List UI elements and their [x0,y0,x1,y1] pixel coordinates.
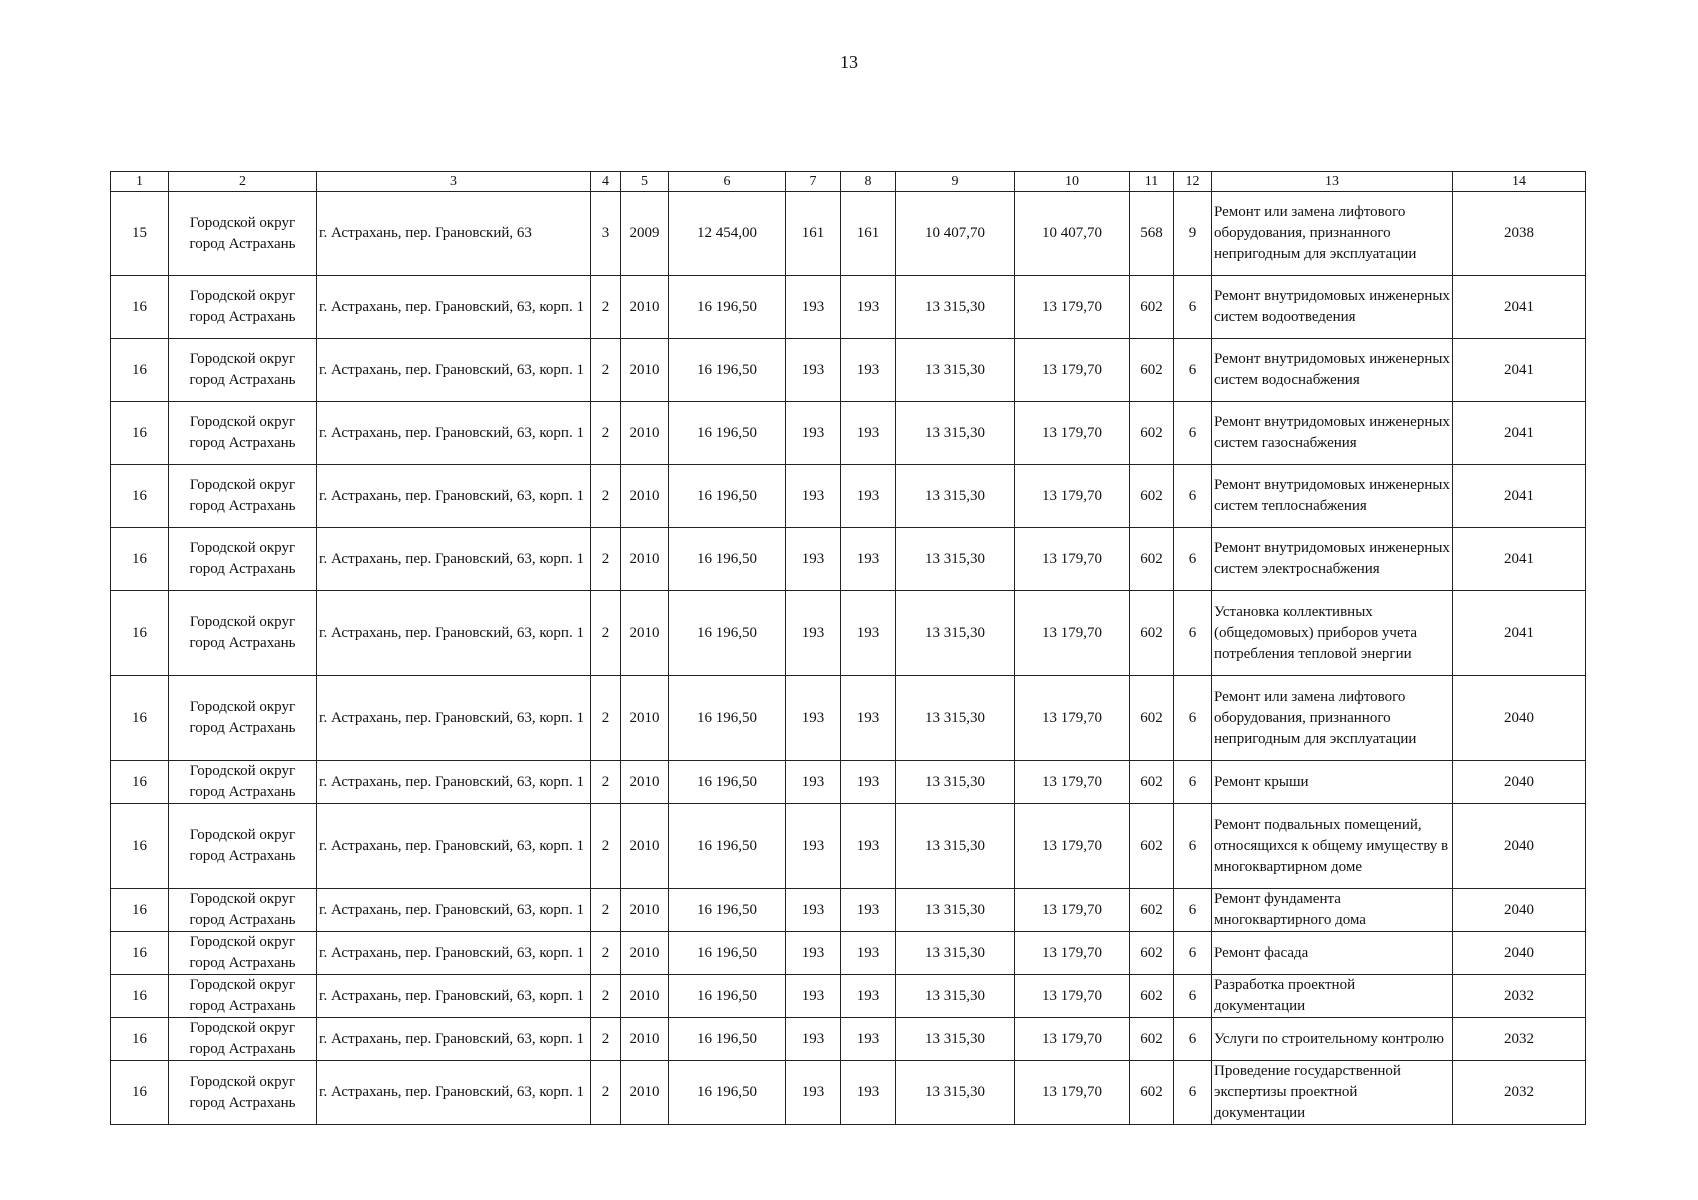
area-cell: 13 179,70 [1015,975,1130,1018]
column-header: 13 [1212,172,1453,192]
area-cell: 13 315,30 [896,465,1015,528]
planned-year-cell: 2041 [1453,528,1586,591]
residents-cell: 602 [1130,528,1174,591]
value-cell: 193 [841,676,896,761]
planned-year-cell: 2041 [1453,591,1586,676]
work-type-cell: Ремонт внутридомовых инженерных систем электроснабжения [1212,528,1453,591]
value-cell: 6 [1174,402,1212,465]
value-cell: 193 [841,276,896,339]
floors-cell: 2 [591,975,621,1018]
planned-year-cell: 2038 [1453,192,1586,276]
planned-year-cell: 2041 [1453,339,1586,402]
value-cell: 193 [841,975,896,1018]
value-cell: 6 [1174,676,1212,761]
residents-cell: 602 [1130,889,1174,932]
value-cell: 193 [841,761,896,804]
residents-cell: 602 [1130,804,1174,889]
total-area-cell: 16 196,50 [669,339,786,402]
table-row [111,932,1586,975]
floors-cell: 2 [591,1061,621,1125]
floors-cell: 2 [591,889,621,932]
floors-cell: 3 [591,192,621,276]
municipality-cell: Городской округ город Астрахань [169,276,317,339]
value-cell: 193 [786,1018,841,1061]
table-row [111,975,1586,1018]
value-cell: 193 [786,889,841,932]
address-cell: г. Астрахань, пер. Грановский, 63, корп. 1 [317,339,591,402]
commission-year-cell: 2010 [621,591,669,676]
table-row [111,889,1586,932]
work-type-cell: Ремонт внутридомовых инженерных систем теплоснабжения [1212,465,1453,528]
commission-year-cell: 2010 [621,465,669,528]
planned-year-cell: 2041 [1453,402,1586,465]
floors-cell: 2 [591,402,621,465]
area-cell: 13 179,70 [1015,761,1130,804]
floors-cell: 2 [591,804,621,889]
work-type-cell: Ремонт фундамента многоквартирного дома [1212,889,1453,932]
municipality-cell: Городской округ город Астрахань [169,402,317,465]
row-number-cell: 16 [111,761,169,804]
work-type-cell: Установка коллективных (общедомовых) приборов учета потребления тепловой энергии [1212,591,1453,676]
area-cell: 13 179,70 [1015,528,1130,591]
planned-year-cell: 2040 [1453,932,1586,975]
value-cell: 9 [1174,192,1212,276]
planned-year-cell: 2040 [1453,761,1586,804]
residents-cell: 602 [1130,339,1174,402]
value-cell: 6 [1174,528,1212,591]
commission-year-cell: 2010 [621,804,669,889]
area-cell: 13 315,30 [896,402,1015,465]
total-area-cell: 16 196,50 [669,276,786,339]
area-cell: 13 179,70 [1015,804,1130,889]
address-cell: г. Астрахань, пер. Грановский, 63, корп. 1 [317,804,591,889]
municipality-cell: Городской округ город Астрахань [169,975,317,1018]
floors-cell: 2 [591,528,621,591]
value-cell: 193 [786,804,841,889]
total-area-cell: 16 196,50 [669,591,786,676]
value-cell: 193 [786,528,841,591]
total-area-cell: 16 196,50 [669,889,786,932]
column-header: 3 [317,172,591,192]
work-type-cell: Ремонт или замена лифтового оборудования, признанного непригодным для эксплуатации [1212,676,1453,761]
commission-year-cell: 2010 [621,1061,669,1125]
area-cell: 10 407,70 [1015,192,1130,276]
row-number-cell: 16 [111,676,169,761]
total-area-cell: 16 196,50 [669,1061,786,1125]
table-row [111,761,1586,804]
planned-year-cell: 2041 [1453,465,1586,528]
total-area-cell: 16 196,50 [669,761,786,804]
address-cell: г. Астрахань, пер. Грановский, 63, корп. 1 [317,402,591,465]
area-cell: 13 315,30 [896,804,1015,889]
table-row [111,804,1586,889]
total-area-cell: 16 196,50 [669,804,786,889]
value-cell: 6 [1174,591,1212,676]
value-cell: 193 [841,402,896,465]
value-cell: 193 [841,1018,896,1061]
value-cell: 193 [786,932,841,975]
address-cell: г. Астрахань, пер. Грановский, 63, корп. 1 [317,276,591,339]
row-number-cell: 16 [111,889,169,932]
municipality-cell: Городской округ город Астрахань [169,932,317,975]
municipality-cell: Городской округ город Астрахань [169,339,317,402]
total-area-cell: 16 196,50 [669,402,786,465]
residents-cell: 602 [1130,932,1174,975]
area-cell: 13 179,70 [1015,276,1130,339]
planned-year-cell: 2032 [1453,975,1586,1018]
work-type-cell: Ремонт или замена лифтового оборудования, признанного непригодным для эксплуатации [1212,192,1453,276]
total-area-cell: 16 196,50 [669,975,786,1018]
commission-year-cell: 2010 [621,932,669,975]
row-number-cell: 16 [111,591,169,676]
column-header: 6 [669,172,786,192]
value-cell: 193 [786,1061,841,1125]
table-row [111,276,1586,339]
residents-cell: 602 [1130,276,1174,339]
header-row [111,172,1586,192]
table-row [111,676,1586,761]
value-cell: 6 [1174,889,1212,932]
table-row [111,528,1586,591]
commission-year-cell: 2010 [621,889,669,932]
value-cell: 193 [786,465,841,528]
municipality-cell: Городской округ город Астрахань [169,1018,317,1061]
planned-year-cell: 2032 [1453,1018,1586,1061]
column-header: 8 [841,172,896,192]
commission-year-cell: 2010 [621,1018,669,1061]
capital-repair-table [110,171,1586,1125]
value-cell: 193 [841,1061,896,1125]
planned-year-cell: 2041 [1453,276,1586,339]
address-cell: г. Астрахань, пер. Грановский, 63, корп. 1 [317,1061,591,1125]
column-header: 1 [111,172,169,192]
table-row [111,465,1586,528]
value-cell: 193 [841,591,896,676]
work-type-cell: Ремонт внутридомовых инженерных систем газоснабжения [1212,402,1453,465]
residents-cell: 602 [1130,465,1174,528]
residents-cell: 602 [1130,1061,1174,1125]
area-cell: 13 315,30 [896,1061,1015,1125]
commission-year-cell: 2009 [621,192,669,276]
address-cell: г. Астрахань, пер. Грановский, 63, корп. 1 [317,528,591,591]
page-number: 13 [840,52,858,72]
table-row [111,339,1586,402]
planned-year-cell: 2032 [1453,1061,1586,1125]
commission-year-cell: 2010 [621,528,669,591]
value-cell: 193 [841,804,896,889]
address-cell: г. Астрахань, пер. Грановский, 63, корп. 1 [317,465,591,528]
floors-cell: 2 [591,761,621,804]
commission-year-cell: 2010 [621,676,669,761]
commission-year-cell: 2010 [621,402,669,465]
municipality-cell: Городской округ город Астрахань [169,889,317,932]
area-cell: 13 315,30 [896,761,1015,804]
column-header: 2 [169,172,317,192]
column-header: 14 [1453,172,1586,192]
area-cell: 13 179,70 [1015,339,1130,402]
work-type-cell: Ремонт фасада [1212,932,1453,975]
address-cell: г. Астрахань, пер. Грановский, 63, корп. 1 [317,1018,591,1061]
floors-cell: 2 [591,932,621,975]
table-row [111,192,1586,276]
area-cell: 13 315,30 [896,339,1015,402]
address-cell: г. Астрахань, пер. Грановский, 63, корп. 1 [317,591,591,676]
floors-cell: 2 [591,1018,621,1061]
municipality-cell: Городской округ город Астрахань [169,676,317,761]
value-cell: 6 [1174,1061,1212,1125]
row-number-cell: 16 [111,465,169,528]
table-row [111,1018,1586,1061]
total-area-cell: 12 454,00 [669,192,786,276]
residents-cell: 602 [1130,975,1174,1018]
row-number-cell: 16 [111,804,169,889]
municipality-cell: Городской округ город Астрахань [169,528,317,591]
row-number-cell: 16 [111,528,169,591]
work-type-cell: Проведение государственной экспертизы проектной документации [1212,1061,1453,1125]
work-type-cell: Ремонт подвальных помещений, относящихся к общему имуществу в многоквартирном доме [1212,804,1453,889]
area-cell: 13 179,70 [1015,1018,1130,1061]
value-cell: 193 [841,528,896,591]
column-header: 4 [591,172,621,192]
planned-year-cell: 2040 [1453,889,1586,932]
value-cell: 193 [786,676,841,761]
municipality-cell: Городской округ город Астрахань [169,761,317,804]
area-cell: 13 315,30 [896,276,1015,339]
value-cell: 6 [1174,276,1212,339]
column-header: 7 [786,172,841,192]
value-cell: 193 [786,402,841,465]
row-number-cell: 16 [111,1018,169,1061]
area-cell: 13 179,70 [1015,465,1130,528]
work-type-cell: Ремонт крыши [1212,761,1453,804]
area-cell: 13 179,70 [1015,1061,1130,1125]
floors-cell: 2 [591,591,621,676]
value-cell: 6 [1174,975,1212,1018]
area-cell: 13 179,70 [1015,402,1130,465]
area-cell: 13 315,30 [896,1018,1015,1061]
value-cell: 6 [1174,932,1212,975]
municipality-cell: Городской округ город Астрахань [169,591,317,676]
total-area-cell: 16 196,50 [669,1018,786,1061]
area-cell: 13 315,30 [896,975,1015,1018]
area-cell: 13 179,70 [1015,932,1130,975]
value-cell: 193 [841,932,896,975]
residents-cell: 602 [1130,402,1174,465]
column-header: 10 [1015,172,1130,192]
table-body [111,192,1586,1125]
total-area-cell: 16 196,50 [669,528,786,591]
residents-cell: 602 [1130,591,1174,676]
table-row [111,1061,1586,1125]
value-cell: 193 [786,975,841,1018]
value-cell: 6 [1174,1018,1212,1061]
work-type-cell: Ремонт внутридомовых инженерных систем водоотведения [1212,276,1453,339]
work-type-cell: Разработка проектной документации [1212,975,1453,1018]
commission-year-cell: 2010 [621,975,669,1018]
area-cell: 13 315,30 [896,591,1015,676]
value-cell: 193 [786,276,841,339]
residents-cell: 602 [1130,761,1174,804]
table-row [111,591,1586,676]
table-row [111,402,1586,465]
municipality-cell: Городской округ город Астрахань [169,192,317,276]
total-area-cell: 16 196,50 [669,676,786,761]
area-cell: 13 315,30 [896,889,1015,932]
row-number-cell: 16 [111,932,169,975]
row-number-cell: 16 [111,339,169,402]
residents-cell: 568 [1130,192,1174,276]
work-type-cell: Ремонт внутридомовых инженерных систем водоснабжения [1212,339,1453,402]
planned-year-cell: 2040 [1453,804,1586,889]
address-cell: г. Астрахань, пер. Грановский, 63, корп. 1 [317,932,591,975]
value-cell: 6 [1174,804,1212,889]
floors-cell: 2 [591,276,621,339]
area-cell: 13 179,70 [1015,591,1130,676]
value-cell: 193 [786,339,841,402]
work-type-cell: Услуги по строительному контролю [1212,1018,1453,1061]
address-cell: г. Астрахань, пер. Грановский, 63, корп. 1 [317,889,591,932]
value-cell: 193 [841,339,896,402]
value-cell: 161 [786,192,841,276]
area-cell: 13 179,70 [1015,889,1130,932]
floors-cell: 2 [591,465,621,528]
value-cell: 6 [1174,339,1212,402]
value-cell: 193 [841,889,896,932]
municipality-cell: Городской округ город Астрахань [169,804,317,889]
value-cell: 193 [786,591,841,676]
value-cell: 6 [1174,465,1212,528]
column-header: 11 [1130,172,1174,192]
value-cell: 193 [786,761,841,804]
municipality-cell: Городской округ город Астрахань [169,1061,317,1125]
value-cell: 193 [841,465,896,528]
row-number-cell: 16 [111,276,169,339]
row-number-cell: 16 [111,402,169,465]
row-number-cell: 16 [111,1061,169,1125]
value-cell: 161 [841,192,896,276]
row-number-cell: 16 [111,975,169,1018]
row-number-cell: 15 [111,192,169,276]
address-cell: г. Астрахань, пер. Грановский, 63, корп. 1 [317,761,591,804]
floors-cell: 2 [591,676,621,761]
column-header: 9 [896,172,1015,192]
residents-cell: 602 [1130,1018,1174,1061]
address-cell: г. Астрахань, пер. Грановский, 63 [317,192,591,276]
commission-year-cell: 2010 [621,276,669,339]
area-cell: 13 315,30 [896,932,1015,975]
value-cell: 6 [1174,761,1212,804]
floors-cell: 2 [591,339,621,402]
column-header: 5 [621,172,669,192]
area-cell: 13 179,70 [1015,676,1130,761]
planned-year-cell: 2040 [1453,676,1586,761]
residents-cell: 602 [1130,676,1174,761]
area-cell: 10 407,70 [896,192,1015,276]
address-cell: г. Астрахань, пер. Грановский, 63, корп. 1 [317,676,591,761]
area-cell: 13 315,30 [896,676,1015,761]
total-area-cell: 16 196,50 [669,465,786,528]
column-header: 12 [1174,172,1212,192]
commission-year-cell: 2010 [621,761,669,804]
commission-year-cell: 2010 [621,339,669,402]
municipality-cell: Городской округ город Астрахань [169,465,317,528]
total-area-cell: 16 196,50 [669,932,786,975]
area-cell: 13 315,30 [896,528,1015,591]
address-cell: г. Астрахань, пер. Грановский, 63, корп. 1 [317,975,591,1018]
